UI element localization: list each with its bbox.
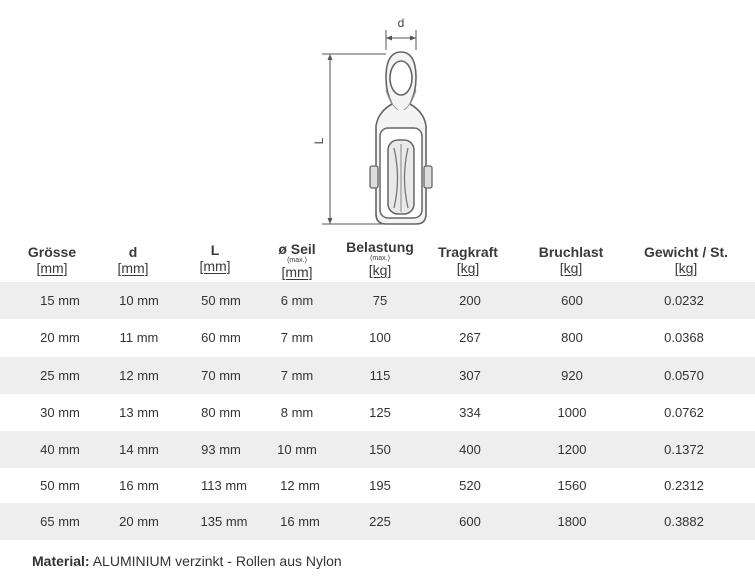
cell-L: 50 mm <box>201 293 241 308</box>
header-tragkraft <box>426 244 510 276</box>
header-gewicht-unit: [kg] <box>674 260 698 276</box>
cell-belastung: 100 <box>369 330 391 345</box>
cell-groesse: 40 mm <box>40 442 80 457</box>
cell-d: 11 mm <box>119 330 159 345</box>
cell-groesse: 15 mm <box>40 293 80 308</box>
cell-seil: 6 mm <box>280 293 314 308</box>
cell-gewicht: 0.2312 <box>664 478 704 493</box>
cell-belastung: 225 <box>369 514 391 529</box>
cell-L: 60 mm <box>201 330 241 345</box>
cell-tragkraft: 400 <box>459 442 481 457</box>
header-seil-max: (max.) <box>287 257 307 264</box>
cell-gewicht: 0.0232 <box>664 293 704 308</box>
header-L <box>182 242 248 274</box>
cell-d: 12 mm <box>119 368 159 383</box>
header-tragkraft-unit: [kg] <box>456 260 480 276</box>
header-belastung-unit: [kg] <box>368 262 392 278</box>
cell-seil: 7 mm <box>280 330 314 345</box>
cell-d: 13 mm <box>119 405 159 420</box>
header-d-name: d <box>128 244 138 260</box>
cell-seil: 7 mm <box>280 368 314 383</box>
cell-tragkraft: 200 <box>459 293 481 308</box>
table-row <box>0 503 755 540</box>
cell-tragkraft: 307 <box>459 368 481 383</box>
cell-gewicht: 0.1372 <box>664 442 704 457</box>
header-belastung <box>338 239 422 278</box>
material-note <box>32 553 342 569</box>
header-d-unit: [mm] <box>117 260 149 276</box>
cell-gewicht: 0.3882 <box>664 514 704 529</box>
table-row <box>0 357 755 394</box>
cell-L: 80 mm <box>201 405 241 420</box>
cell-belastung: 115 <box>369 368 391 383</box>
table-row <box>0 394 755 431</box>
header-seil-unit: [mm] <box>281 264 313 280</box>
table-row <box>0 467 755 504</box>
header-groesse-name: Grösse <box>27 244 77 260</box>
cell-seil: 8 mm <box>280 405 314 420</box>
cell-tragkraft: 600 <box>459 514 481 529</box>
header-groesse <box>14 244 90 276</box>
header-belastung-name: Belastung <box>346 239 414 255</box>
cell-tragkraft: 267 <box>459 330 481 345</box>
header-tragkraft-name: Tragkraft <box>438 244 498 260</box>
pulley-diagram <box>300 8 460 238</box>
cell-gewicht: 0.0368 <box>664 330 704 345</box>
cell-gewicht: 0.0762 <box>664 405 704 420</box>
material-text: ALUMINIUM verzinkt - Rollen aus Nylon <box>92 553 342 569</box>
cell-belastung: 75 <box>372 293 388 308</box>
cell-groesse: 20 mm <box>40 330 80 345</box>
header-L-unit: [mm] <box>199 258 231 274</box>
table-row <box>0 282 755 319</box>
table-row <box>0 431 755 468</box>
cell-seil: 16 mm <box>280 514 320 529</box>
cell-seil: 10 mm <box>277 442 317 457</box>
cell-tragkraft: 520 <box>459 478 481 493</box>
cell-bruchlast: 1000 <box>557 405 587 420</box>
table-row <box>0 319 755 356</box>
pulley-drawing <box>300 8 460 238</box>
cell-belastung: 125 <box>369 405 391 420</box>
cell-bruchlast: 600 <box>561 293 583 308</box>
cell-L: 93 mm <box>201 442 241 457</box>
header-seil-name: ø Seil <box>278 241 316 257</box>
cell-bruchlast: 920 <box>561 368 583 383</box>
table-header <box>0 238 755 282</box>
header-L-name: L <box>210 242 220 258</box>
cell-L: 113 mm <box>201 478 247 493</box>
cell-bruchlast: 1800 <box>557 514 587 529</box>
cell-seil: 12 mm <box>280 478 320 493</box>
cell-tragkraft: 334 <box>459 405 481 420</box>
header-gewicht <box>632 244 740 276</box>
header-bruchlast-name: Bruchlast <box>538 244 604 260</box>
header-gewicht-name: Gewicht / St. <box>643 244 728 260</box>
cell-belastung: 150 <box>369 442 391 457</box>
dimension-L-label: L <box>312 137 326 145</box>
header-belastung-max: (max.) <box>370 255 390 262</box>
cell-L: 70 mm <box>201 368 241 383</box>
dimension-d-label: d <box>397 16 405 30</box>
cell-groesse: 50 mm <box>40 478 80 493</box>
header-bruchlast <box>528 244 614 276</box>
cell-groesse: 25 mm <box>40 368 80 383</box>
cell-groesse: 30 mm <box>40 405 80 420</box>
cell-bruchlast: 1560 <box>557 478 587 493</box>
cell-d: 16 mm <box>119 478 159 493</box>
cell-bruchlast: 800 <box>561 330 583 345</box>
cell-d: 10 mm <box>119 293 159 308</box>
cell-L: 135 mm <box>200 514 248 529</box>
cell-groesse: 65 mm <box>40 514 80 529</box>
header-bruchlast-unit: [kg] <box>559 260 583 276</box>
cell-bruchlast: 1200 <box>557 442 587 457</box>
cell-belastung: 195 <box>369 478 391 493</box>
header-groesse-unit: [mm] <box>36 260 68 276</box>
cell-d: 14 mm <box>119 442 159 457</box>
header-seil <box>262 241 332 280</box>
cell-gewicht: 0.0570 <box>664 368 704 383</box>
material-label: Material: <box>32 553 90 569</box>
cell-d: 20 mm <box>119 514 159 529</box>
header-d <box>100 244 166 276</box>
